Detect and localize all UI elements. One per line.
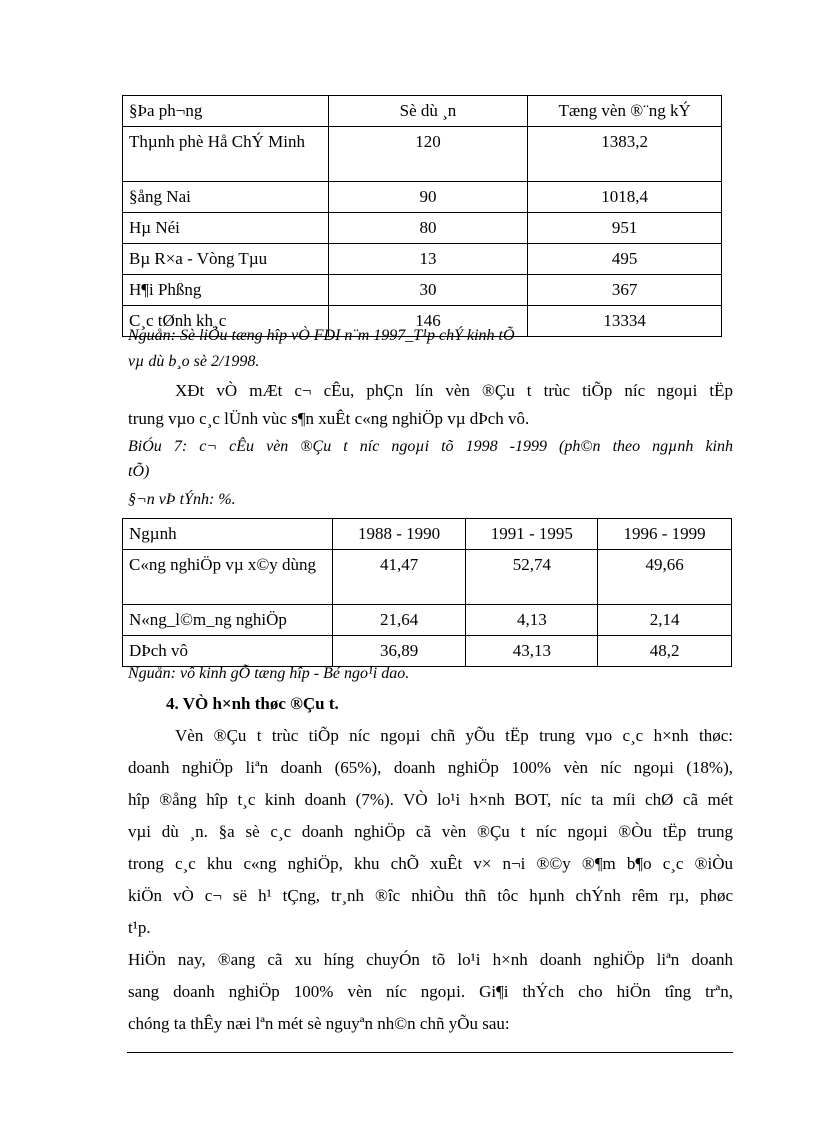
table-cell: 90 xyxy=(328,182,528,213)
table-cell: 48,2 xyxy=(598,636,732,667)
table-cell: 1383,2 xyxy=(528,127,722,182)
fdi-by-locality-table xyxy=(122,95,722,337)
table-cell: 4,13 xyxy=(466,605,598,636)
table1-source: Nguån: Sè liÖu tæng hîp vÒ FDI n¨m 1997_T¹p chÝ kinh tÕ xyxy=(128,327,515,344)
table-row xyxy=(123,182,722,213)
table-cell: 120 xyxy=(328,127,528,182)
table1-source-cont: vµ dù b¸o sè 2/1998. xyxy=(128,353,260,370)
table-cell: 41,47 xyxy=(332,550,466,605)
table-cell: 49,66 xyxy=(598,550,732,605)
table-cell: Hµ Néi xyxy=(123,213,329,244)
table-row xyxy=(123,213,722,244)
table-cell: 2,14 xyxy=(598,605,732,636)
para2-line: trong c¸c khu c«ng nghiÖp, khu chÕ xuÊt v× n¬i ®©y ®¶m b¶o c¸c ®iÒu xyxy=(128,854,733,873)
paragraph-structure-line2: trung vµo c¸c lÜnh vùc s¶n xuÊt c«ng nghiÖp vµ dÞch vô. xyxy=(128,409,530,428)
table-header-cell: Ngµnh xyxy=(123,519,333,550)
table-cell: 1018,4 xyxy=(528,182,722,213)
table-header-row xyxy=(123,519,732,550)
chart-caption-cont: tÕ) xyxy=(128,463,150,480)
para2-line: kiÖn vÒ c¬ së h¹ tÇng, tr¸nh ®îc nhiÒu thñ tôc hµnh chÝnh rêm rµ, phøc xyxy=(128,886,733,905)
para3-line: HiÖn nay, ®ang cã xu híng chuyÓn tõ lo¹i h×nh doanh nghiÖp liªn doanh xyxy=(128,950,733,969)
table-cell: 951 xyxy=(528,213,722,244)
chart-caption: BiÓu 7: c¬ cÊu vèn ®Çu t níc ngoµi tõ 1998 -1999 (ph©n theo ngµnh kinh xyxy=(128,438,733,455)
unit-note: §¬n vÞ tÝnh: %. xyxy=(128,491,236,508)
table-cell: 146 xyxy=(328,306,528,337)
table-cell: 495 xyxy=(528,244,722,275)
table2-source: Nguån: vô kinh gÕ tæng hîp - Bé ngo¹i dao. xyxy=(128,665,410,682)
para3-line: sang doanh nghiÖp 100% vèn níc ngoµi. Gi¶i thÝch cho hiÖn tîng trªn, xyxy=(128,982,733,1001)
table-row xyxy=(123,244,722,275)
table-cell: 367 xyxy=(528,275,722,306)
table-header-cell: §Þa ph¬ng xyxy=(123,96,329,127)
table-cell: 30 xyxy=(328,275,528,306)
table-cell: 43,13 xyxy=(466,636,598,667)
para2-line: doanh nghiÖp liªn doanh (65%), doanh nghiÖp 100% vèn níc ngoµi (18%), xyxy=(128,758,733,777)
table-cell: C«ng nghiÖp vµ x©y dùng xyxy=(123,550,333,605)
table-header-row xyxy=(123,96,722,127)
table-row xyxy=(123,605,732,636)
para2-line: vµi dù ¸n. §a sè c¸c doanh nghiÖp cã vèn ®Çu t níc ngoµi ®Òu tËp trung xyxy=(128,822,733,841)
table-cell: 21,64 xyxy=(332,605,466,636)
section-heading: 4. VÒ h×nh thøc ®Çu t. xyxy=(166,694,339,713)
table-header-cell: 1988 - 1990 xyxy=(332,519,466,550)
table-cell: 13 xyxy=(328,244,528,275)
fdi-by-sector-table xyxy=(122,518,732,667)
footer-rule xyxy=(127,1052,733,1053)
table-cell: DÞch vô xyxy=(123,636,333,667)
table-cell: C¸c tØnh kh¸c xyxy=(123,306,329,337)
para2-line: Vèn ®Çu t trùc tiÕp níc ngoµi chñ yÕu tËp trung vµo c¸c h×nh thøc: xyxy=(175,726,733,745)
table-row xyxy=(123,550,732,605)
table-cell: 52,74 xyxy=(466,550,598,605)
para3-line: chóng ta thÊy næi lªn mét sè nguyªn nh©n chñ yÕu sau: xyxy=(128,1014,510,1033)
table-cell: H¶i Phßng xyxy=(123,275,329,306)
table-header-cell: Tæng vèn ®¨ng kÝ xyxy=(528,96,722,127)
para2-line: t¹p. xyxy=(128,918,151,937)
table-cell: Bµ R×a - Vòng Tµu xyxy=(123,244,329,275)
table-cell: §ång Nai xyxy=(123,182,329,213)
para2-line: hîp ®ång hîp t¸c kinh doanh (7%). VÒ lo¹i h×nh BOT, níc ta míi chØ cã mét xyxy=(128,790,733,809)
table-header-cell: 1996 - 1999 xyxy=(598,519,732,550)
table-header-cell: Sè dù ¸n xyxy=(328,96,528,127)
table-cell: Thµnh phè Hå ChÝ Minh xyxy=(123,127,329,182)
table-cell: 80 xyxy=(328,213,528,244)
paragraph-structure-line1: XÐt vÒ mÆt c¬ cÊu, phÇn lín vèn ®Çu t trùc tiÕp níc ngoµi tËp xyxy=(175,381,733,400)
table-cell: N«ng_l©m_ng nghiÖp xyxy=(123,605,333,636)
table-row xyxy=(123,275,722,306)
table-header-cell: 1991 - 1995 xyxy=(466,519,598,550)
table-cell: 13334 xyxy=(528,306,722,337)
table-row xyxy=(123,127,722,182)
table-cell: 36,89 xyxy=(332,636,466,667)
